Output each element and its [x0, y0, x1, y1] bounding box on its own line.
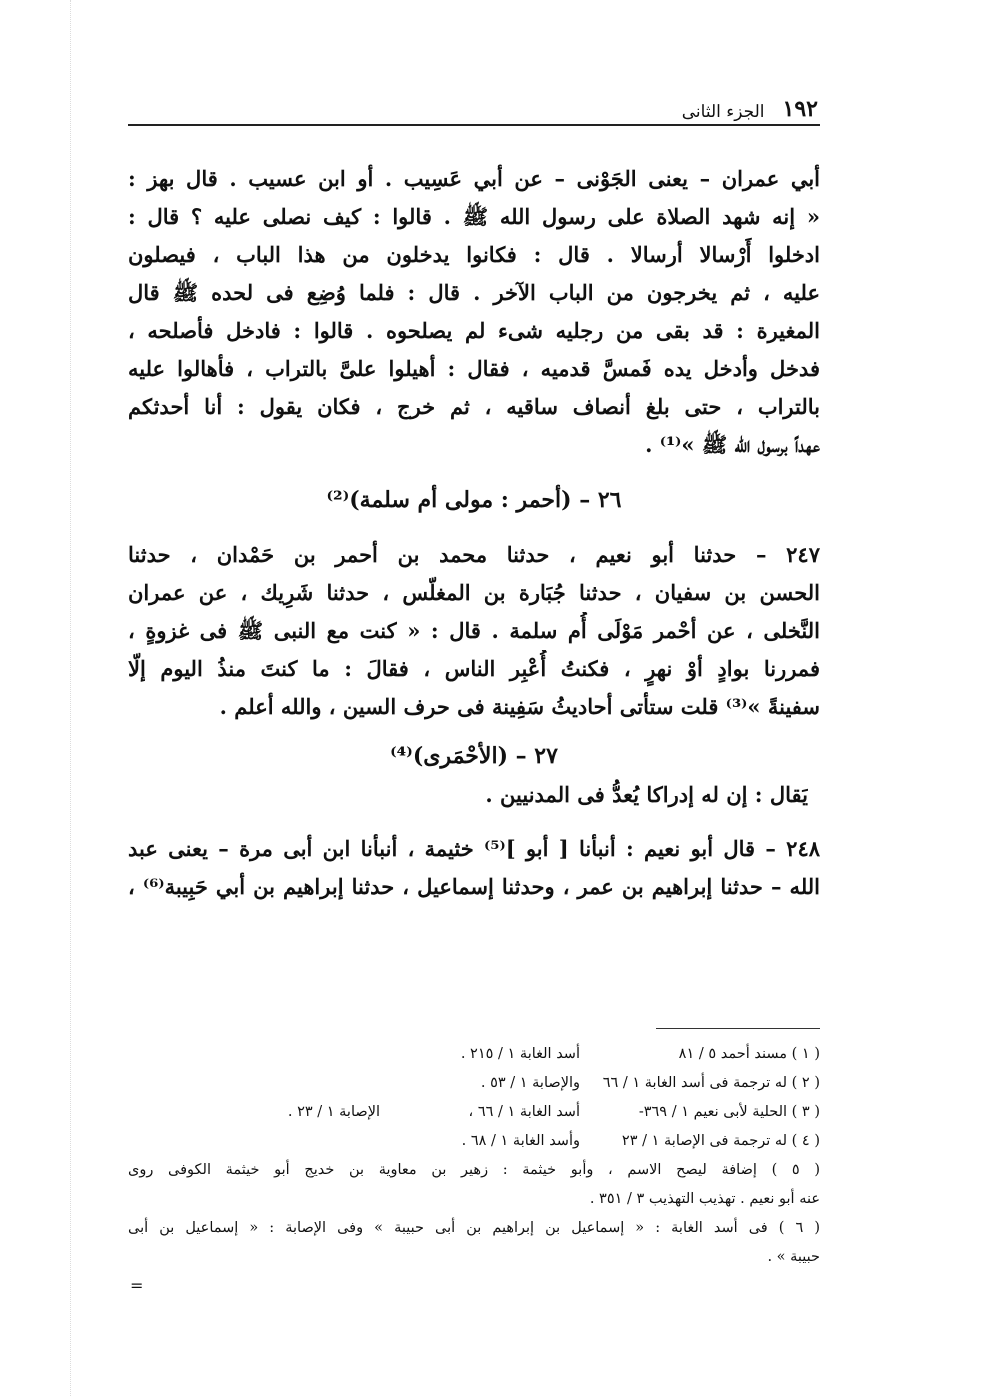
- footnote-5-cont: عنه أبو نعيم . تهذيب التهذيب ٣ / ٣٥١ .: [589, 1191, 820, 1207]
- text-line: المغيرة : قد بقى من رجليه شىء لم يصلحوه . قالوا : فادخل فأصلحه ،: [128, 318, 820, 343]
- continuation-mark: =: [130, 1276, 144, 1295]
- footnote-1: ( ١ ) مسند أحمد ٥ / ٨١أسد الغابة ١ / ٢١٥ .: [460, 1046, 820, 1062]
- text-line: يَقال : إن له إدراكا يُعدُّ فى المدنيين .: [485, 782, 808, 807]
- scan-margin-dots: [70, 0, 71, 1396]
- footnote-6-cont: حبيبة » .: [767, 1249, 820, 1265]
- text-line: عهداً برسول الله ﷺ »⁽¹⁾ .: [645, 432, 820, 457]
- part-title: الجزء الثانى: [681, 102, 765, 122]
- text-line: فمررنا بوادٍ أوْ نهرٍ ، فكنتُ أُعْبِر الناس ، فقالَ : ما كنتَ منذُ اليوم إلّا: [128, 656, 820, 681]
- footnote-4: ( ٤ ) له ترجمة فى الإصابة ١ / ٢٣وأسد الغابة ١ / ٦٨ .: [461, 1133, 820, 1149]
- header-rule: [128, 124, 820, 126]
- footnote-5: ( ٥ ) إضافة ليصح الاسم ، وأبو خيثمة : زهير بن معاوية بن خديج أبو خيثمة الكوفى روى: [128, 1162, 820, 1178]
- main-text: [128, 160, 820, 906]
- running-header: [128, 86, 818, 122]
- paragraph-27: [128, 776, 820, 814]
- footnote-2: ( ٢ ) له ترجمة فى أسد الغابة ١ / ٦٦والإصابة ١ / ٥٣ .: [480, 1075, 820, 1091]
- text-line: فدخل وأدخل يده فَمسَّ قدميه ، فقال : أهيلوا علىَّ بالتراب ، فأهالوا عليه: [128, 356, 820, 381]
- footnote-6: ( ٦ ) فى أسد الغابة : « إسماعيل بن إبراهيم بن أبى حبيبة » وفى الإصابة : « إسماعيل بن أبى: [128, 1220, 820, 1236]
- footnotes: [128, 1040, 820, 1272]
- text-line: الله – حدثنا إبراهيم بن عمر ، وحدثنا إسماعيل ، حدثنا إبراهيم بن أبي حَبِيبة⁽⁶⁾ ،: [128, 874, 820, 899]
- text-line: النَّخلى ، عن أحْمر مَوْلَى أُم سلمة . قال : « كنت مع النبى ﷺ فى غزوةٍ ،: [128, 618, 820, 643]
- text-line: عليه ، ثم يخرجون من الباب الآخر . قال : فلما وُضِع فى لحده ﷺ قال: [128, 280, 820, 305]
- hadith-248: [128, 830, 820, 906]
- section-heading-27: ٢٧ – (الأحْمَرى)⁽⁴⁾: [390, 743, 558, 769]
- text-line: سفينةً »⁽³⁾ قلت ستأتى أحاديثُ سَفِينة فى حرف السين ، والله أعلم .: [219, 694, 820, 719]
- text-line: ٢٤٧ – حدثنا أبو نعيم ، حدثنا محمد بن أحمر بن حَمْدان ، حدثنا: [128, 542, 820, 567]
- paragraph-continuation: [128, 160, 820, 464]
- section-heading-26: ٢٦ – (أحمر : مولى أم سلمة)⁽²⁾: [326, 487, 622, 513]
- text-line: ادخلوا أَرْسالا أرسالا . قال : فكانوا يدخلون من هذا الباب ، فيصلون: [128, 242, 820, 267]
- page-number: ١٩٢: [782, 96, 818, 122]
- text-line: ٢٤٨ – قال أبو نعيم : أنبأنا [ أبو ]⁽⁵⁾ خثيمة ، أنبأنا ابن أبى مرة – يعنى عبد: [128, 836, 820, 861]
- text-line: بالتراب ، حتى بلغ أنصاف ساقيه ، ثم خرج ، فكان يقول : أنا أحدثكم: [128, 394, 820, 419]
- hadith-247: [128, 536, 820, 726]
- text-line: الحسن بن سفيان ، حدثنا جُبَارة بن المغلّس ، حدثنا شَرِيك ، عن عمران: [128, 580, 820, 605]
- footnote-rule: [656, 1028, 820, 1029]
- text-line: « إنه شهد الصلاة على رسول الله ﷺ . قالوا : كيف نصلى عليه ؟ قال :: [128, 204, 820, 229]
- text-line: أبي عمران – يعنى الجَوْنى – عن أبي عَسِيب . أو ابن عسيب . قال بهز :: [128, 166, 820, 191]
- footnote-3: ( ٣ ) الحلية لأبى نعيم ١ / ٣٦٩-أسد الغابة ١ / ٦٦ ،الإصابة ١ / ٢٣ .: [287, 1104, 820, 1120]
